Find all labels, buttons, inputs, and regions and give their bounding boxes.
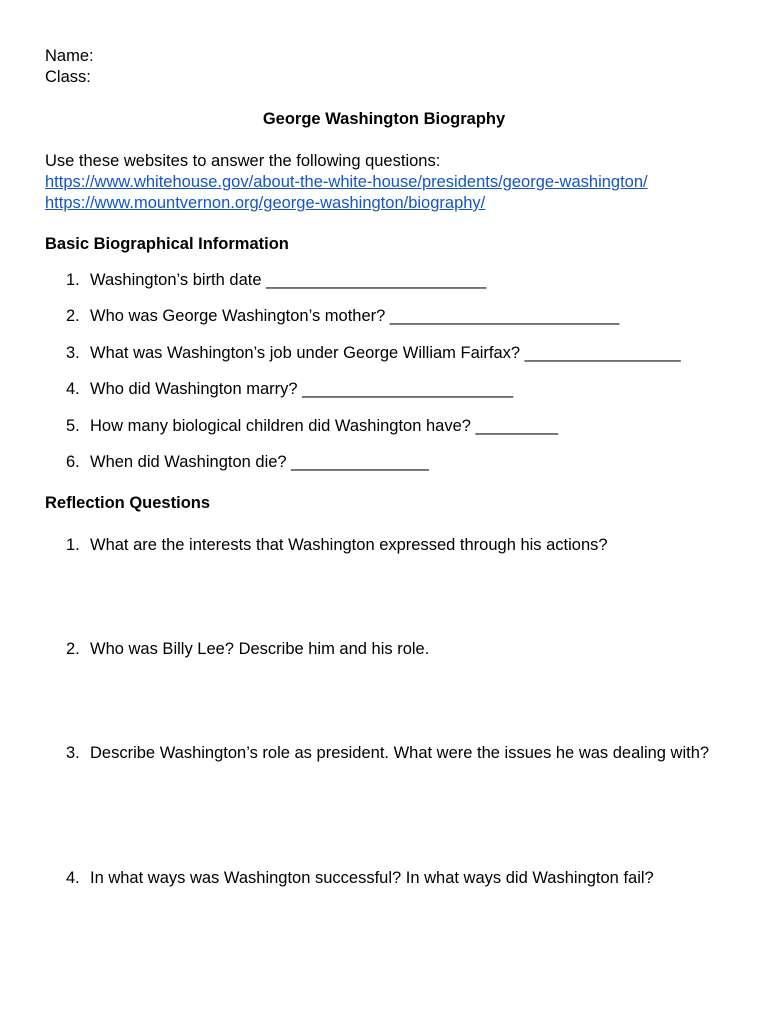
question-text: Who was Billy Lee? Describe him and his role. <box>90 640 430 658</box>
question-number: 1. <box>66 271 80 289</box>
mountvernon-link[interactable]: https://www.mountvernon.org/george-washington/biography/ <box>45 194 486 212</box>
instruction-text: Use these websites to answer the following questions: <box>45 152 441 170</box>
reflection-heading: Reflection Questions <box>45 494 211 512</box>
question-number: 4. <box>66 380 80 398</box>
question-number: 1. <box>66 536 80 554</box>
question-text: When did Washington die? _______________ <box>90 453 429 471</box>
question-text: How many biological children did Washington have? _________ <box>90 417 559 435</box>
question-number: 2. <box>66 307 80 325</box>
question-text: In what ways was Washington successful? In what ways did Washington fail? <box>90 869 654 887</box>
name-label: Name: <box>45 47 94 65</box>
basic-info-heading: Basic Biographical Information <box>45 235 289 253</box>
class-label: Class: <box>45 68 91 86</box>
question-number: 2. <box>66 640 80 658</box>
page-title: George Washington Biography <box>262 110 506 128</box>
question-number: 6. <box>66 453 80 471</box>
question-text: What was Washington’s job under George William Fairfax? _________________ <box>90 344 681 362</box>
question-number: 3. <box>66 344 80 362</box>
question-text: Washington’s birth date ________________________ <box>90 271 487 289</box>
whitehouse-link[interactable]: https://www.whitehouse.gov/about-the-white-house/presidents/george-washington/ <box>45 173 648 191</box>
question-text: What are the interests that Washington expressed through his actions? <box>90 536 608 554</box>
question-text: Who was George Washington’s mother? _________________________ <box>90 307 620 325</box>
question-text: Who did Washington marry? _______________________ <box>90 380 514 398</box>
question-number: 4. <box>66 869 80 887</box>
question-number: 5. <box>66 417 80 435</box>
question-text: Describe Washington’s role as president. What were the issues he was dealing with? <box>90 744 710 762</box>
question-number: 3. <box>66 744 80 762</box>
